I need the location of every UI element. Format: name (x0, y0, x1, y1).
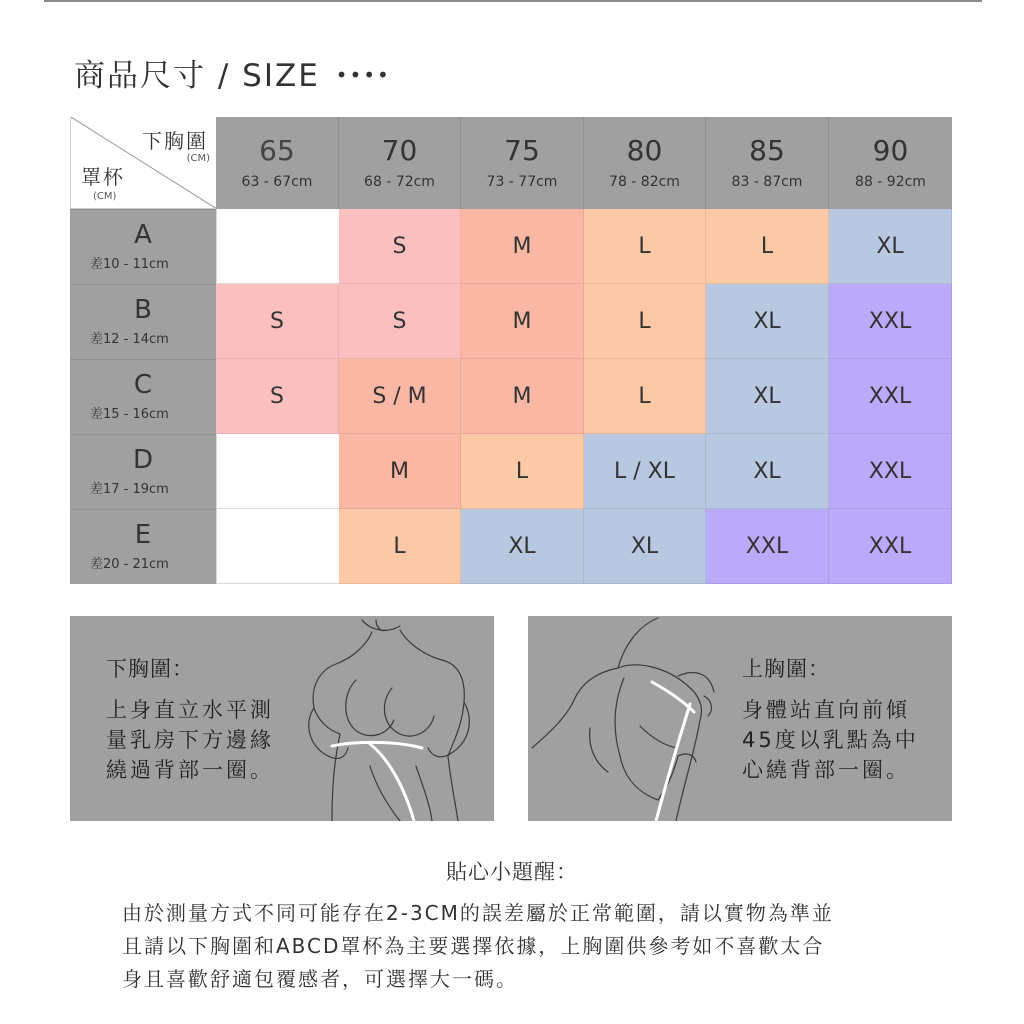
cup-difference: 差17 - 19cm (90, 482, 169, 498)
tips-title: 貼心小題醒： (446, 860, 578, 884)
band-range: 78 - 82cm (609, 174, 680, 191)
description-line: 45度以乳點為中 (742, 728, 919, 752)
size-cell: L (339, 509, 461, 584)
title-dots: •••• (335, 63, 391, 87)
cup-header-c (70, 359, 216, 434)
upper-bust-panel (528, 616, 952, 821)
tips-line: 且請以下胸圍和ABCD罩杯為主要選擇依據，上胸圍供參考如不喜歡太合 (122, 934, 825, 958)
size-cell (216, 434, 339, 509)
band-size: 80 (626, 133, 663, 167)
size-cell: S (216, 359, 339, 434)
band-header-85 (706, 117, 829, 209)
description-line: 身體站直向前傾 (742, 698, 910, 722)
band-size: 75 (504, 133, 540, 167)
cup-difference: 差20 - 21cm (90, 557, 169, 573)
top-divider (44, 0, 982, 2)
size-cell: S / M (339, 359, 461, 434)
description-line: 繞過背部一圈。 (106, 758, 274, 782)
upper-bust-title: 上胸圍： (742, 657, 830, 681)
tips-text (122, 897, 834, 996)
size-cell: XL (584, 509, 706, 584)
size-cell: S (339, 209, 461, 284)
cup-difference: 差12 - 14cm (90, 332, 169, 348)
tips-line: 身且喜歡舒適包覆感者，可選擇大一碼。 (122, 967, 518, 991)
title-text: 商品尺寸 / SIZE (74, 58, 320, 94)
corner-cup-unit: (CM) (93, 191, 117, 202)
size-cell (216, 509, 339, 584)
size-cell: XXL (829, 509, 952, 584)
size-cell: M (461, 359, 584, 434)
description-line: 心繞背部一圈。 (742, 758, 910, 782)
cup-header-a (70, 209, 216, 284)
cup-header-b (70, 284, 216, 359)
size-cell: L / XL (584, 434, 706, 509)
under-bust-panel (70, 616, 494, 821)
size-cell: M (461, 284, 584, 359)
size-cell: XL (829, 209, 952, 284)
band-size: 70 (381, 133, 418, 167)
cup-letter: C (133, 369, 153, 400)
band-range: 63 - 67cm (241, 174, 313, 191)
size-cell: XL (706, 359, 829, 434)
size-cell: XXL (706, 509, 829, 584)
tips-line: 由於測量方式不同可能存在2-3CM的誤差屬於正常範圍，請以實物為準並 (122, 901, 834, 925)
table-corner (70, 117, 216, 209)
band-range: 83 - 87cm (731, 174, 803, 191)
size-cell: M (461, 209, 584, 284)
cup-letter: D (132, 444, 154, 475)
cup-header-d (70, 434, 216, 509)
cup-difference: 差15 - 16cm (90, 407, 169, 423)
band-header-80 (584, 117, 706, 209)
description-line: 上身直立水平測 (106, 698, 274, 722)
size-cell: XL (706, 434, 829, 509)
cup-difference: 差10 - 11cm (90, 257, 169, 273)
band-size: 65 (259, 133, 295, 167)
band-header-65 (216, 117, 339, 209)
corner-cup-label: 罩杯 (81, 165, 125, 189)
size-cell: L (706, 209, 829, 284)
band-range: 68 - 72cm (364, 174, 435, 191)
band-size: 85 (749, 133, 785, 167)
band-size: 90 (872, 133, 909, 167)
upper-bust-description (742, 695, 919, 785)
size-cell (216, 209, 339, 284)
size-cell: XXL (829, 434, 952, 509)
description-line: 量乳房下方邊緣 (106, 728, 274, 752)
size-cell: L (584, 209, 706, 284)
corner-band-label: 下胸圍 (142, 129, 208, 153)
size-table (70, 117, 952, 584)
size-cell: L (461, 434, 584, 509)
size-cell: XL (461, 509, 584, 584)
size-cell: XXL (829, 359, 952, 434)
band-range: 88 - 92cm (855, 174, 926, 191)
band-header-70 (339, 117, 461, 209)
cup-letter: A (134, 219, 152, 250)
under-bust-description (106, 695, 274, 785)
size-cell: L (584, 359, 706, 434)
size-cell: XL (706, 284, 829, 359)
band-header-90 (829, 117, 952, 209)
band-header-75 (461, 117, 584, 209)
cup-header-e (70, 509, 216, 584)
size-cell: XXL (829, 284, 952, 359)
size-cell: M (339, 434, 461, 509)
corner-band-unit: (CM) (186, 153, 210, 164)
band-range: 73 - 77cm (486, 174, 558, 191)
under-bust-title: 下胸圍： (106, 657, 194, 681)
size-cell: S (216, 284, 339, 359)
size-cell: S (339, 284, 461, 359)
page-title (74, 50, 391, 95)
cup-letter: E (134, 519, 152, 550)
size-cell: L (584, 284, 706, 359)
cup-letter: B (134, 294, 152, 325)
